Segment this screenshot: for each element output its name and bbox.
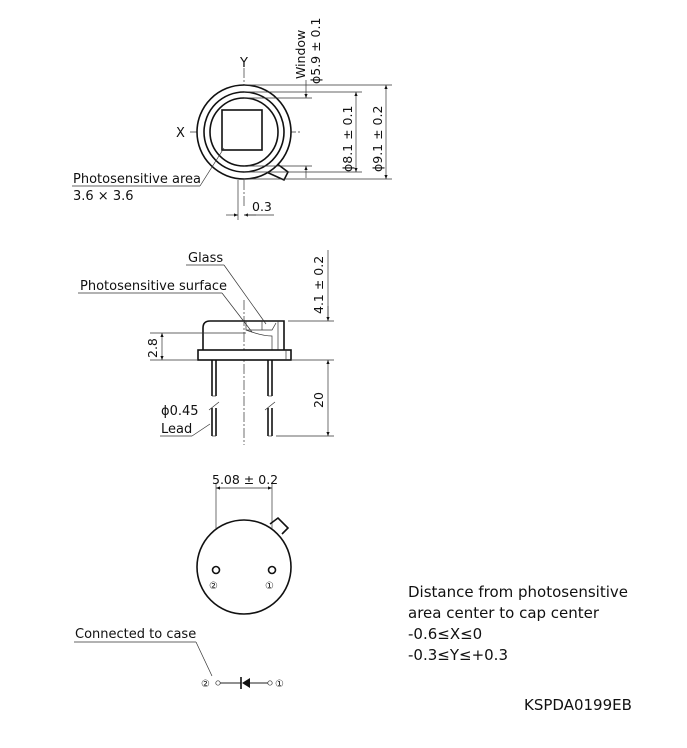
surface-offset-dim: 2.8 [145,338,160,358]
schematic-pin-1: ① [275,679,284,690]
bottom-view [74,472,291,676]
lead-label: Lead [161,422,193,437]
note-line-4: -0.3≤Y≤+0.3 [408,646,508,664]
document-code: KSPDA0199EB [524,696,632,714]
photosensitive-area-label: Photosensitive area [73,172,202,187]
note-line-3: -0.6≤X≤0 [408,625,483,643]
connected-to-case-label: Connected to case [75,627,197,642]
window-label: Window [293,29,308,79]
pin-pitch-dim: 5.08 ± 0.2 [212,472,279,487]
schematic-pin-2: ② [201,679,210,690]
axis-x-label: X [176,126,185,141]
lead-length-dim: 20 [311,392,326,408]
lead-diameter: ϕ0.45 [161,404,199,419]
window-dim: ϕ5.9 ± 0.1 [308,17,323,84]
center-distance-note [408,583,628,664]
note-line-1: Distance from photosensitive [408,583,628,601]
dim-inner-diameter: ϕ8.1 ± 0.1 [340,105,355,172]
diode-schematic [201,677,284,690]
glass-label: Glass [188,251,224,266]
note-line-2: area center to cap center [408,604,600,622]
photosensitive-surface-label: Photosensitive surface [80,279,228,294]
side-view [78,250,334,445]
photosensitive-area-size: 3.6 × 3.6 [73,189,134,204]
dim-outer-diameter: ϕ9.1 ± 0.2 [370,105,385,172]
height-dim: 4.1 ± 0.2 [311,255,326,314]
top-view [72,18,392,220]
pin-2-label: ② [209,581,218,592]
pin-1-label: ① [265,581,274,592]
tab-offset-dim: 0.3 [252,199,272,214]
axis-y-label: Y [240,56,248,71]
